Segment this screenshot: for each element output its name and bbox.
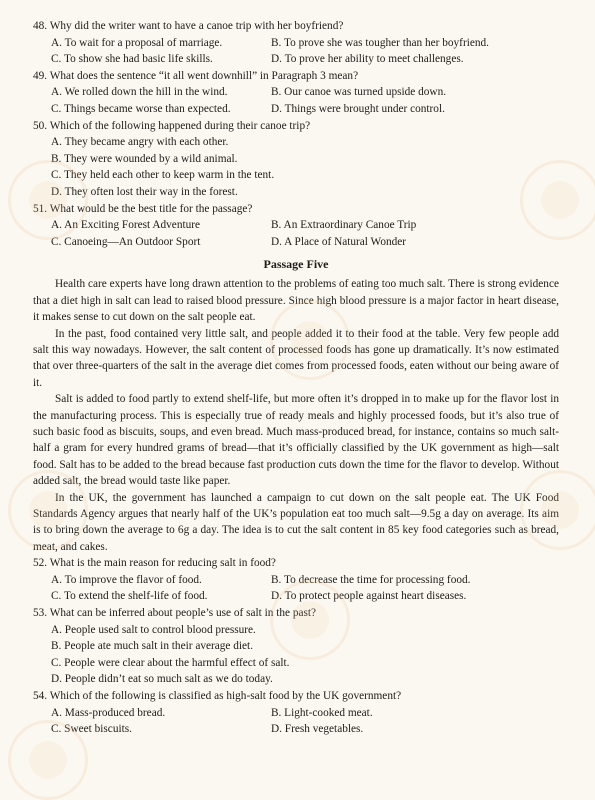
option-b[interactable]: B. Light-cooked meat. [271, 706, 373, 719]
option-b[interactable]: B. To prove she was tougher than her boyfriend. [271, 36, 489, 49]
question-stem: 51. What would be the best title for the passage? [33, 202, 253, 215]
watermark-seal [8, 470, 88, 550]
question-stem: 54. Which of the following is classified as high-salt food by the UK government? [33, 689, 402, 702]
option-a[interactable]: A. An Exciting Forest Adventure [51, 219, 201, 232]
passage-paragraph: In the UK, the government has launched a campaign to cut down on the salt people eat. The UK Food Standards Agency argues that nearly half of the UK’s population eat too much salt—9.5g a day on average. Its aim is to bring down the average to 6g a day. The idea is to cut the salt content in 85 key food categories such as bread, meat, and cakes. [33, 491, 559, 553]
option-c[interactable]: C. Canoeing—An Outdoor Sport [51, 235, 201, 248]
option-a[interactable]: A. We rolled down the hill in the wind. [51, 86, 228, 99]
question-50 [33, 118, 559, 201]
question-51 [33, 201, 559, 251]
option-c[interactable]: C. To extend the shelf-life of food. [51, 590, 208, 603]
passage-paragraph: Health care experts have long drawn attention to the problems of eating too much salt. There is strong evidence that a diet high in salt can lead to raised blood pressure. Since high blood pressure is a major factor in heart disease, it makes sense to cut down on the salt people eat. [33, 278, 559, 324]
option-c[interactable]: C. They held each other to keep warm in the tent. [51, 169, 275, 182]
option-d[interactable]: D. Things were brought under control. [271, 102, 445, 115]
option-b[interactable]: B. An Extraordinary Canoe Trip [271, 219, 417, 232]
option-a[interactable]: A. People used salt to control blood pressure. [51, 623, 256, 636]
answer-options [33, 134, 559, 200]
option-d[interactable]: D. To prove her ability to meet challenges. [271, 53, 464, 66]
option-b[interactable]: B. People ate much salt in their average diet. [51, 640, 254, 653]
option-c[interactable]: C. To show she had basic life skills. [51, 53, 213, 66]
question-stem: 49. What does the sentence “it all went downhill” in Paragraph 3 mean? [33, 69, 359, 82]
answer-options [33, 35, 559, 68]
passage-paragraph: Salt is added to food partly to extend shelf-life, but more often it’s dropped in to make up for the flavor lost in the manufacturing process. This is especially true of ready meals and highly processed foods, but it’s also true of such basic food as biscuits, soups, and even bread. Much mass-produced bread, for instance, contains so much salt-half a gram for every hundred grams of bread—that it’s officially classified by the UK government as high—salt food. Salt has to be added to the bread because fast production cuts down the time for the flavor to develop. Without added salt, the bread would taste like paper. [33, 393, 559, 488]
option-d[interactable]: D. Fresh vegetables. [271, 723, 364, 736]
watermark-seal [8, 720, 88, 800]
option-c[interactable]: C. Things became worse than expected. [51, 102, 231, 115]
option-b[interactable]: B. Our canoe was turned upside down. [271, 86, 447, 99]
passage-paragraph: In the past, food contained very little salt, and people added it to their food at the table. Very few people add salt this way nowadays. However, the salt content of processed foods has gone up dramatically. It’s now estimated that over three-quarters of the salt in the average diet comes from processed foods, eaten without our being aware of it. [33, 327, 559, 389]
passage-title: Passage Five [263, 257, 329, 272]
question-54 [33, 688, 559, 738]
watermark-seal [520, 470, 595, 550]
option-a[interactable]: A. Mass-produced bread. [51, 706, 166, 719]
answer-options [33, 217, 559, 250]
option-c[interactable]: C. People were clear about the harmful effect of salt. [51, 656, 290, 669]
option-d[interactable]: D. To protect people against heart diseases. [271, 590, 467, 603]
option-d[interactable]: D. They often lost their way in the forest. [51, 185, 238, 198]
question-49 [33, 68, 559, 118]
option-a[interactable]: A. To improve the flavor of food. [51, 573, 202, 586]
watermark-seal [270, 580, 350, 660]
option-a[interactable]: A. To wait for a proposal of marriage. [51, 36, 223, 49]
watermark-seal [8, 160, 88, 240]
watermark-seal [520, 160, 595, 240]
option-d[interactable]: D. A Place of Natural Wonder [271, 235, 407, 248]
option-d[interactable]: D. People didn’t eat so much salt as we do today. [51, 673, 273, 686]
answer-options [33, 705, 559, 738]
question-stem: 53. What can be inferred about people’s use of salt in the past? [33, 607, 317, 619]
option-c[interactable]: C. Sweet biscuits. [51, 723, 132, 736]
watermark-seal [270, 300, 350, 380]
option-a[interactable]: A. They became angry with each other. [51, 136, 229, 149]
question-stem: 48. Why did the writer want to have a canoe trip with her boyfriend? [33, 20, 344, 32]
option-b[interactable]: B. They were wounded by a wild animal. [51, 152, 238, 165]
option-b[interactable]: B. To decrease the time for processing food. [271, 573, 471, 586]
answer-options [33, 84, 559, 117]
question-stem: 52. What is the main reason for reducing salt in food? [33, 557, 276, 570]
question-48 [33, 18, 559, 68]
question-stem: 50. Which of the following happened during their canoe trip? [33, 119, 311, 132]
